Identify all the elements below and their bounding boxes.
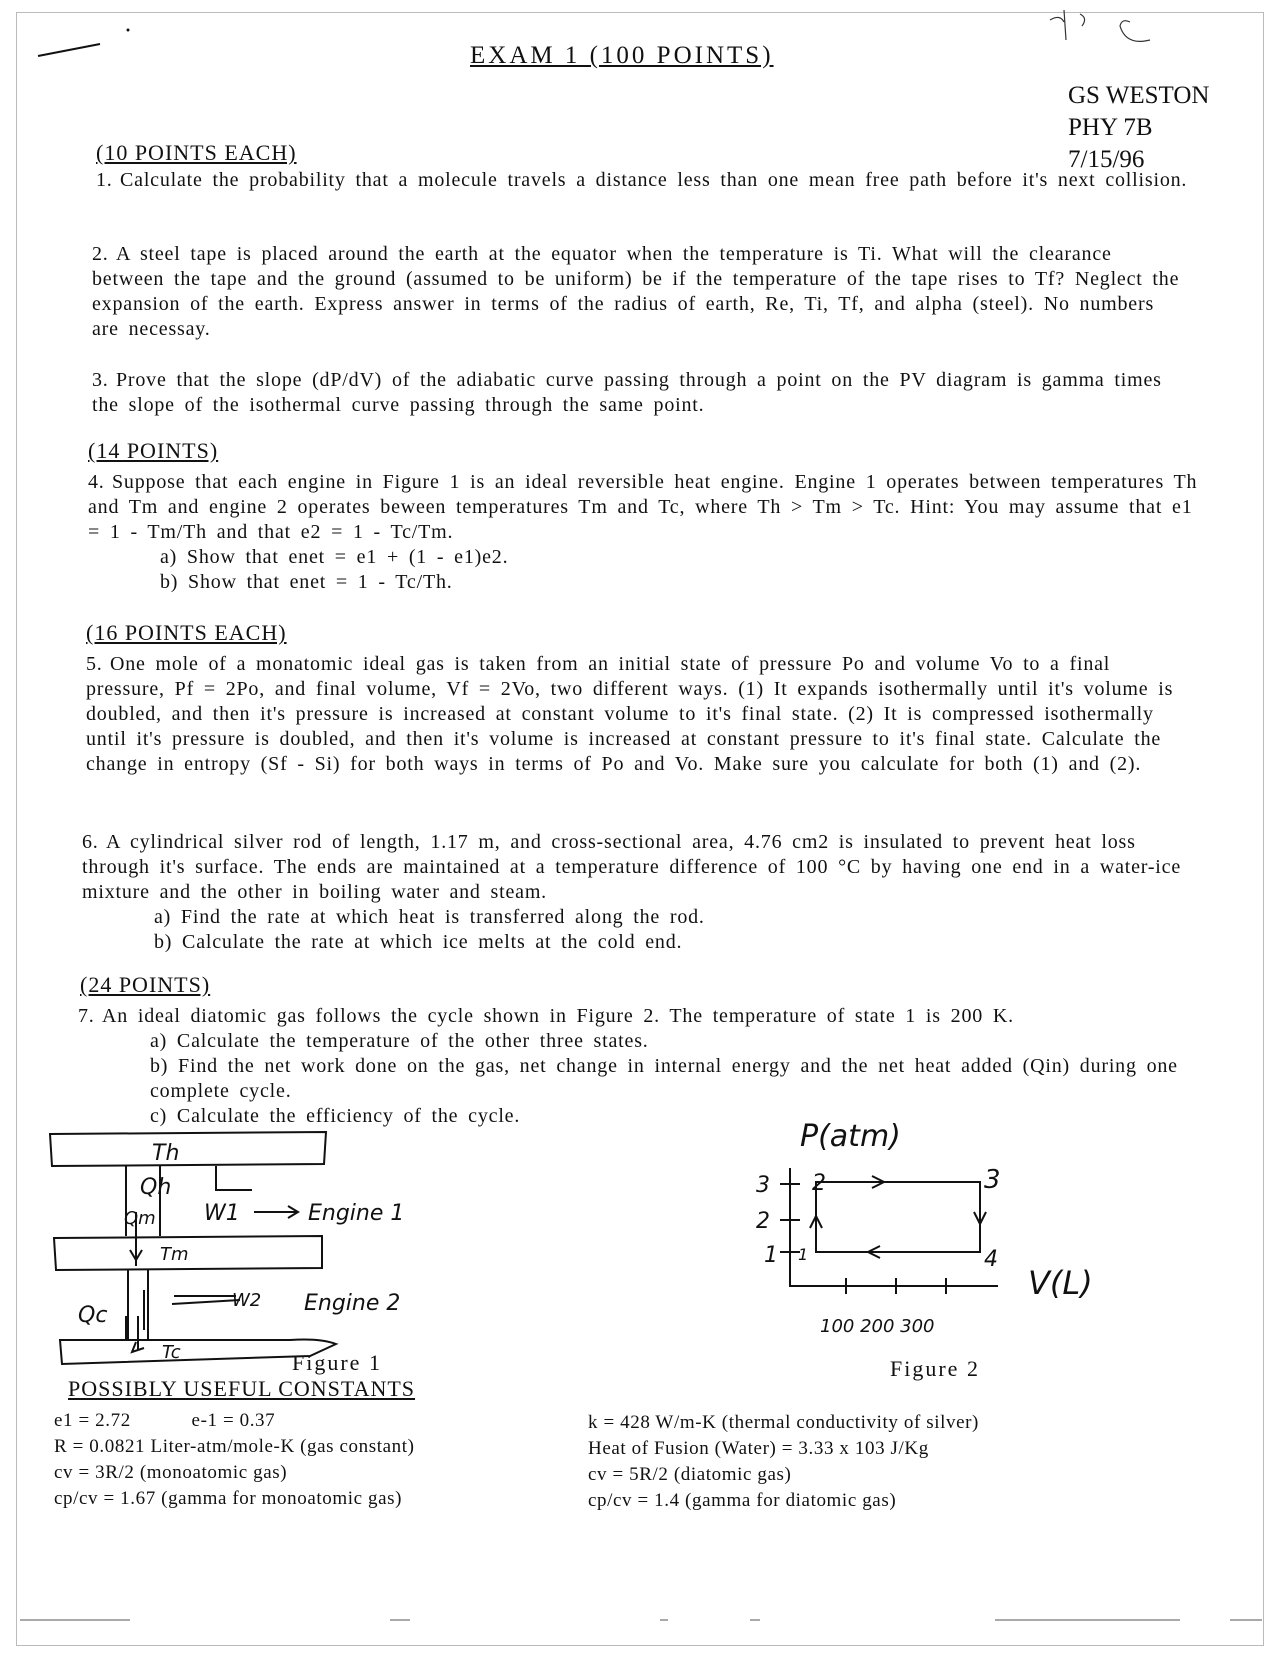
constant-r: R = 0.0821 Liter-atm/mole-K (gas constant) <box>54 1436 415 1457</box>
author: GS WESTON <box>1068 82 1210 109</box>
figure-1-caption: Figure 1 <box>292 1350 382 1375</box>
constants-heading: POSSIBLY USEFUL CONSTANTS <box>68 1376 416 1401</box>
constant-cv-di: cv = 5R/2 (diatomic gas) <box>588 1464 792 1485</box>
question-4 <box>88 470 1198 595</box>
fig1-qm: Qm <box>124 1208 156 1229</box>
fig2-xaxis-label: V(L) <box>1028 1264 1093 1302</box>
constant-e: e1 = 2.72 <box>54 1410 131 1431</box>
constants-right <box>588 1410 1228 1514</box>
exam-title: EXAM 1 (100 POINTS) <box>470 42 774 69</box>
fig1-engine2: Engine 2 <box>304 1291 401 1316</box>
constant-cv-mono: cv = 3R/2 (monoatomic gas) <box>54 1462 288 1483</box>
fig1-qc: Qc <box>78 1303 108 1328</box>
question-number: 6. <box>82 831 99 853</box>
fig2-ytick-1: 1 <box>764 1243 778 1268</box>
fig2-ytick-2: 2 <box>756 1209 770 1234</box>
section-heading-4: (24 POINTS) <box>80 972 211 997</box>
constant-gamma-mono: cp/cv = 1.67 (gamma for monoatomic gas) <box>54 1488 403 1509</box>
question-4b: b) Show that enet = 1 - Tc/Th. <box>160 571 453 593</box>
question-6a: a) Find the rate at which heat is transferred along the rod. <box>154 906 705 928</box>
question-number: 2. <box>92 243 109 265</box>
question-6 <box>82 830 1182 955</box>
fig2-state-3: 3 <box>984 1165 1001 1195</box>
fig2-state-2: 2 <box>812 1171 826 1196</box>
constants-left <box>54 1408 574 1512</box>
fig2-yaxis-label: P(atm) <box>800 1119 901 1154</box>
fig2-cycle <box>816 1182 980 1252</box>
question-text: Suppose that each engine in Figure 1 is an ideal reversible heat engine. Engine 1 operates between temperatures Th and Tm and engine 2 operates beween temperatures Tm and Tc, where Th > Tm > Tc. Hint: You may assume that e1 = 1 - Tm/Th and that e2 = 1 - Tc/Tm. <box>88 471 1198 543</box>
question-number: 3. <box>92 369 109 391</box>
fig1-engine1: Engine 1 <box>308 1201 405 1226</box>
course: PHY 7B <box>1068 114 1153 141</box>
question-text: An ideal diatomic gas follows the cycle shown in Figure 2. The temperature of state 1 is 200 K. <box>102 1005 1014 1027</box>
constant-heat-fusion: Heat of Fusion (Water) = 3.33 x 103 J/Kg <box>588 1438 929 1459</box>
fig1-tc: Tc <box>162 1342 181 1363</box>
fig1-w1: W1 <box>204 1201 240 1226</box>
question-text: Calculate the probability that a molecule travels a distance less than one mean free path before it's next collision. <box>120 169 1188 191</box>
figure-2-caption: Figure 2 <box>890 1356 980 1381</box>
question-1 <box>96 168 1196 193</box>
question-5 <box>86 652 1196 777</box>
date: 7/15/96 <box>1068 146 1145 173</box>
fig1-tm: Tm <box>160 1244 189 1265</box>
question-6b: b) Calculate the rate at which ice melts at the cold end. <box>154 931 683 953</box>
fig1-w2: W2 <box>232 1290 262 1311</box>
figure-1-heat-engines <box>40 1120 520 1390</box>
fig2-xticks: 100 200 300 <box>820 1316 935 1337</box>
question-number: 1. <box>96 169 113 191</box>
question-text: A steel tape is placed around the earth at the equator when the temperature is Ti. What will the clearance between the tape and the ground (assumed to be uniform) be if the temperature of the tape rises to Tf? Neglect the expansion of the earth. Express answer in terms of the radius of earth, Re, Ti, Tf, and alpha (steel). No numbers are necessay. <box>92 243 1180 340</box>
question-number: 4. <box>88 471 105 493</box>
question-7a: a) Calculate the temperature of the other three states. <box>150 1030 649 1052</box>
fig2-state-4: 4 <box>984 1247 998 1272</box>
figure-2-pv-diagram <box>748 1116 1148 1356</box>
question-7 <box>78 1004 1188 1129</box>
question-number: 7. <box>78 1005 95 1027</box>
question-7b: b) Find the net work done on the gas, net change in internal energy and the net heat added (Qin) during one complete cycle. <box>150 1055 1178 1102</box>
constant-gamma-di: cp/cv = 1.4 (gamma for diatomic gas) <box>588 1490 897 1511</box>
section-heading-1: (10 POINTS EACH) <box>96 140 297 165</box>
question-number: 5. <box>86 653 103 675</box>
question-3 <box>92 368 1192 418</box>
question-text: One mole of a monatomic ideal gas is taken from an initial state of pressure Po and volume Vo to a final pressure, Pf = 2Po, and final volume, Vf = 2Vo, two different ways. (1) It expands isothermally until it's volume is doubled, and then it's pressure is increased at constant volume to it's final state. (2) It is compressed isothermally until it's pressure is doubled, and then it's volume is increased at constant pressure to it's final state. Calculate the change in entropy (Sf - Si) for both ways in terms of Po and Vo. Make sure you calculate for both (1) and (2). <box>86 653 1174 775</box>
w1-arrow <box>254 1206 298 1218</box>
fig2-state-1: 1 <box>798 1245 809 1264</box>
constant-e-inverse: e-1 = 0.37 <box>191 1410 276 1431</box>
constant-k: k = 428 W/m-K (thermal conductivity of silver) <box>588 1412 979 1433</box>
question-7c: c) Calculate the efficiency of the cycle. <box>150 1105 521 1127</box>
question-4a: a) Show that enet = e1 + (1 - e1)e2. <box>160 546 509 568</box>
question-text: A cylindrical silver rod of length, 1.17 m, and cross-sectional area, 4.76 cm2 is insulated to prevent heat loss through it's surface. The ends are maintained at a temperature difference of 100 °C by having one end in a water-ice mixture and the other in boiling water and steam. <box>82 831 1182 903</box>
question-2 <box>92 242 1182 342</box>
section-heading-2: (14 POINTS) <box>88 438 219 463</box>
section-heading-3: (16 POINTS EACH) <box>86 620 287 645</box>
fig2-ytick-3: 3 <box>756 1173 770 1198</box>
fig1-th: Th <box>152 1141 180 1166</box>
question-text: Prove that the slope (dP/dV) of the adiabatic curve passing through a point on the PV diagram is gamma times the slope of the isothermal curve passing through the same point. <box>92 369 1162 416</box>
fig1-qh: Qh <box>140 1175 172 1200</box>
